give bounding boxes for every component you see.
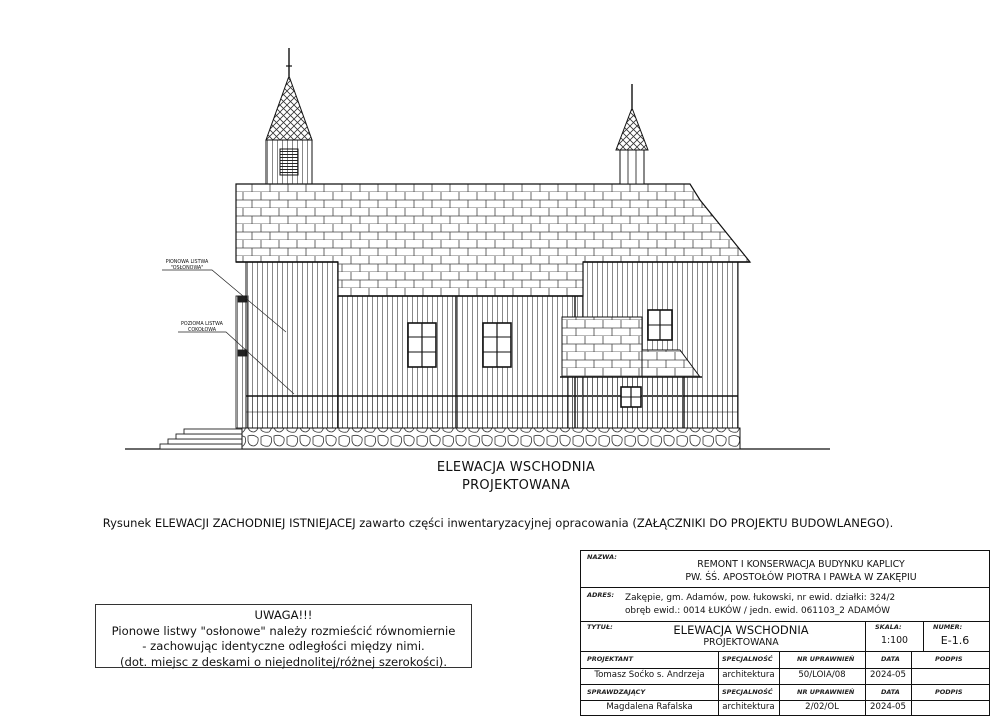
callout-pozioma-line1: POZIOMA LISTWA	[181, 322, 223, 327]
warning-line-3: (dot. miejsc z deskami o niejednolitej/różnej szerokości).	[119, 654, 448, 669]
entrance-stairs	[160, 429, 244, 449]
tb-header-sprawdzajacy: SPRAWDZAJĄCY	[587, 688, 646, 696]
tb-header-projektant: PROJEKTANT	[587, 655, 634, 663]
tb-sprawdzajacy-nr: 2/02/OL	[805, 702, 839, 712]
warning-line-2: - zachowując identyczne odległości między nimi.	[142, 639, 425, 653]
stone-foundation	[242, 428, 740, 449]
tb-nazwa-label: NAZWA:	[587, 553, 617, 561]
tb-adres-line1: Zakępie, gm. Adamów, pow. łukowski, nr ewid. działki: 324/2	[625, 593, 896, 603]
tb-projektant-name: Tomasz Soćko s. Andrzeja	[594, 670, 705, 680]
tb-divider-projektant-values	[581, 668, 989, 669]
callout-pionowa-line1: PIONOWA LISTWA	[165, 260, 209, 265]
tb-header-nr-uprawnien-2: NR UPRAWNIEŃ	[797, 688, 855, 696]
window-sacristy	[621, 387, 641, 407]
warning-title: UWAGA!!!	[254, 608, 313, 622]
tb-col-podpis	[911, 651, 912, 715]
window-presbytery	[648, 310, 672, 340]
tb-divider-nazwa	[581, 587, 989, 588]
tb-sprawdzajacy-specjalnosc: architektura	[722, 702, 775, 712]
tb-skala-label: SKALA:	[875, 623, 902, 631]
tb-divider-tytul	[581, 651, 989, 652]
tb-divider-sprawdzajacy-values	[581, 700, 989, 701]
tb-sprawdzajacy-name: Magdalena Rafalska	[606, 702, 693, 712]
tb-header-data-2: DATA	[881, 688, 900, 696]
east-turret	[616, 84, 648, 184]
tb-numer-value: E-1.6	[940, 634, 970, 647]
tb-nazwa-line1: REMONT I KONSERWACJA BUDYNKU KAPLICY	[697, 559, 905, 570]
drawing-caption-subtitle: PROJEKTOWANA	[461, 478, 571, 493]
window-center	[483, 323, 511, 367]
tb-tytul-label: TYTUŁ:	[587, 623, 613, 631]
tb-nazwa-line2: PW. ŚŚ. APOSTOŁÓW PIOTRA I PAWŁA W ZAKĘPIU	[685, 572, 917, 583]
tb-tytul-line2: PROJEKTOWANA	[703, 637, 779, 648]
tb-adres-label: ADRES:	[587, 591, 615, 599]
callout-pionowa-line2: "OSŁONOWA"	[170, 266, 204, 271]
tb-projektant-nr: 50/LOIA/08	[798, 670, 846, 680]
warning-box	[95, 604, 472, 668]
tb-projektant-data: 2024-05	[870, 670, 906, 680]
tb-sprawdzajacy-data: 2024-05	[870, 702, 906, 712]
reference-note: Rysunek ELEWACJI ZACHODNIEJ ISTNIEJACEJ zawarto części inwentaryzacyjnej opracowania (ZAŁĄCZNIKI DO PROJEKTU BUDOWLANEGO).	[102, 516, 894, 530]
warning-line-1: Pionowe listwy "osłonowe" należy rozmieścić równomiernie	[111, 623, 456, 638]
callout-texts	[166, 259, 224, 333]
tb-header-data: DATA	[881, 655, 900, 663]
tb-projektant-specjalnosc: architektura	[722, 670, 775, 680]
window-left	[408, 323, 436, 367]
callout-pozioma-line2: COKOŁOWA	[187, 328, 217, 333]
tb-divider-adres	[581, 621, 989, 622]
tb-header-specjalnosc-2: SPECJALNOŚĆ	[722, 688, 773, 696]
tb-tytul-line1: ELEWACJA WSCHODNIA	[673, 623, 809, 637]
tb-numer-label: NUMER:	[933, 623, 963, 631]
tb-skala-value: 1:100	[880, 635, 909, 646]
drawing-caption-title: ELEWACJA WSCHODNIA	[436, 460, 596, 475]
tb-header-specjalnosc: SPECJALNOŚĆ	[722, 655, 773, 663]
tb-header-nr-uprawnien: NR UPRAWNIEŃ	[797, 655, 855, 663]
west-tower	[266, 48, 312, 184]
title-block	[580, 550, 990, 716]
tb-header-podpis: PODPIS	[935, 655, 963, 663]
tb-adres-line2: obręb ewid.: 0014 ŁUKÓW / jedn. ewid. 061103_2 ADAMÓW	[625, 606, 891, 616]
tb-divider-sprawdzajacy-header	[581, 684, 989, 685]
tb-header-podpis-2: PODPIS	[935, 688, 963, 696]
